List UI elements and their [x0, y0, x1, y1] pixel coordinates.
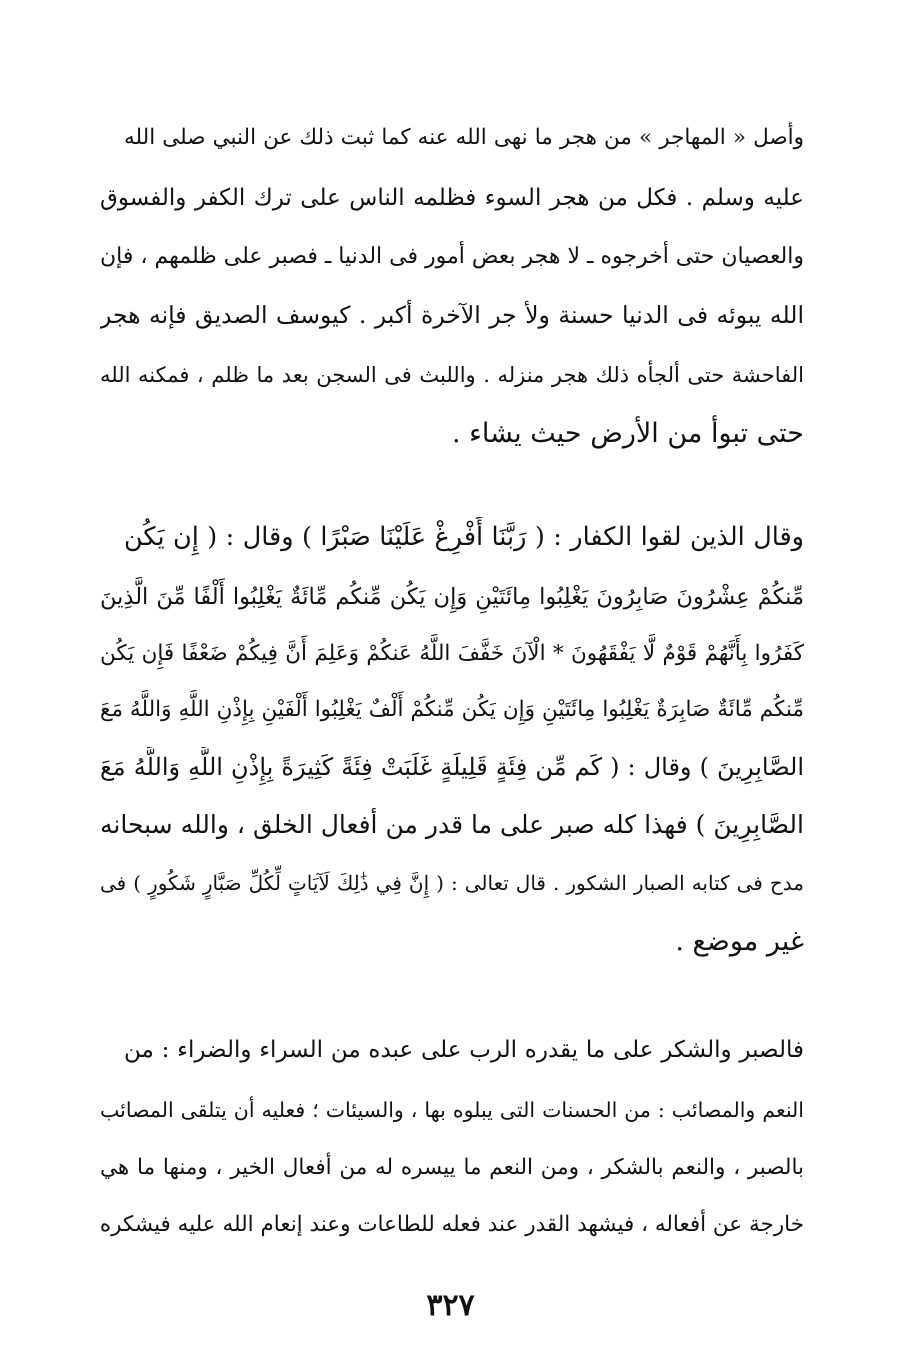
- paragraph-2-line-8: غير موضع .: [675, 926, 804, 957]
- paragraph-1-line-5: الفاحشة حتى ألجأه ذلك هجر منزله . واللبث فى السجن بعد ما ظلم ، فمكنه الله: [100, 363, 804, 387]
- paragraph-3-line-2: النعم والمصائب : من الحسنات التى يبلوه بها ، والسيئات ؛ فعليه أن يتلقى المصائب: [100, 1098, 804, 1122]
- paragraph-3-line-3: بالصبر ، والنعم بالشكر ، ومن النعم ما ييسره له من أفعال الخير ، ومنها ما هي: [100, 1155, 804, 1180]
- paragraph-1-line-1: وأصل « المهاجر » من هجر ما نهى الله عنه كما ثبت ذلك عن النبي صلى الله: [124, 125, 804, 150]
- page-number: ٣٢٧: [426, 1288, 475, 1323]
- paragraph-3-line-1: فالصبر والشكر على ما يقدره الرب على عبده من السراء والضراء : من: [124, 1037, 804, 1063]
- paragraph-2-line-6: الصَّابِرِينَ ) فهذا كله صبر على ما قدر من أفعال الخلق ، والله سبحانه: [100, 810, 804, 839]
- paragraph-1-line-4: الله يبوئه فى الدنيا حسنة ولأ جر الآخرة أكبر . كيوسف الصديق فإنه هجر: [100, 301, 804, 329]
- paragraph-1-line-2: عليه وسلم . فكل من هجر السوء فظلمه الناس على ترك الكفر والفسوق: [100, 185, 804, 211]
- paragraph-2-line-1: وقال الذين لقوا الكفار : ( رَبَّنَا أَفْرِغْ عَلَيْنَا صَبْرًا ) وقال : ( إِن يَكُن: [124, 522, 804, 552]
- paragraph-1-line-3: والعصيان حتى أخرجوه ـ لا هجر بعض أمور فى الدنيا ـ فصبر على ظلمهم ، فإن: [100, 244, 804, 269]
- paragraph-2-line-2: مِّنكُمْ عِشْرُونَ صَابِرُونَ يَغْلِبُوا مِائَتَيْنِ وَإِن يَكُن مِّنكُم مِّائَةٌ يَغْلِبُوا أَلْفًا مِّنَ الَّذِينَ: [100, 584, 804, 610]
- paragraph-1-line-6: حتى تبوأ من الأرض حيث يشاء .: [451, 418, 804, 449]
- paragraph-2-line-7: مدح فى كتابه الصبار الشكور . قال تعالى : ( إِنَّ فِي ذَٰلِكَ لَآيَاتٍ لِّكُلِّ صَبَّارٍ شَكُورٍ ) فى: [100, 871, 804, 895]
- paragraph-2-line-4: مِّنكُم مِّائَةٌ صَابِرَةٌ يَغْلِبُوا مِائَتَيْنِ وَإِن يَكُن مِّنكُمْ أَلْفٌ يَغْلِبُوا أَلْفَيْنِ بِإِذْنِ اللَّهِ وَاللَّهُ مَعَ: [100, 697, 804, 722]
- paragraph-3-line-4: خارجة عن أفعاله ، فيشهد القدر عند فعله للطاعات وعند إنعام الله عليه فيشكره: [100, 1212, 804, 1237]
- paragraph-2-line-5: الصَّابِرِينَ ) وقال : ( كَم مِّن فِئَةٍ قَلِيلَةٍ غَلَبَتْ فِئَةً كَثِيرَةً بِإِذْنِ اللَّهِ وَاللَّهُ مَعَ: [100, 753, 804, 781]
- paragraph-2-line-3: كَفَرُوا بِأَنَّهُمْ قَوْمٌ لَّا يَفْقَهُونَ * الْآنَ خَفَّفَ اللَّهُ عَنكُمْ وَعَلِمَ أَنَّ فِيكُمْ ضَعْفًا فَإِن يَكُن: [100, 641, 804, 666]
